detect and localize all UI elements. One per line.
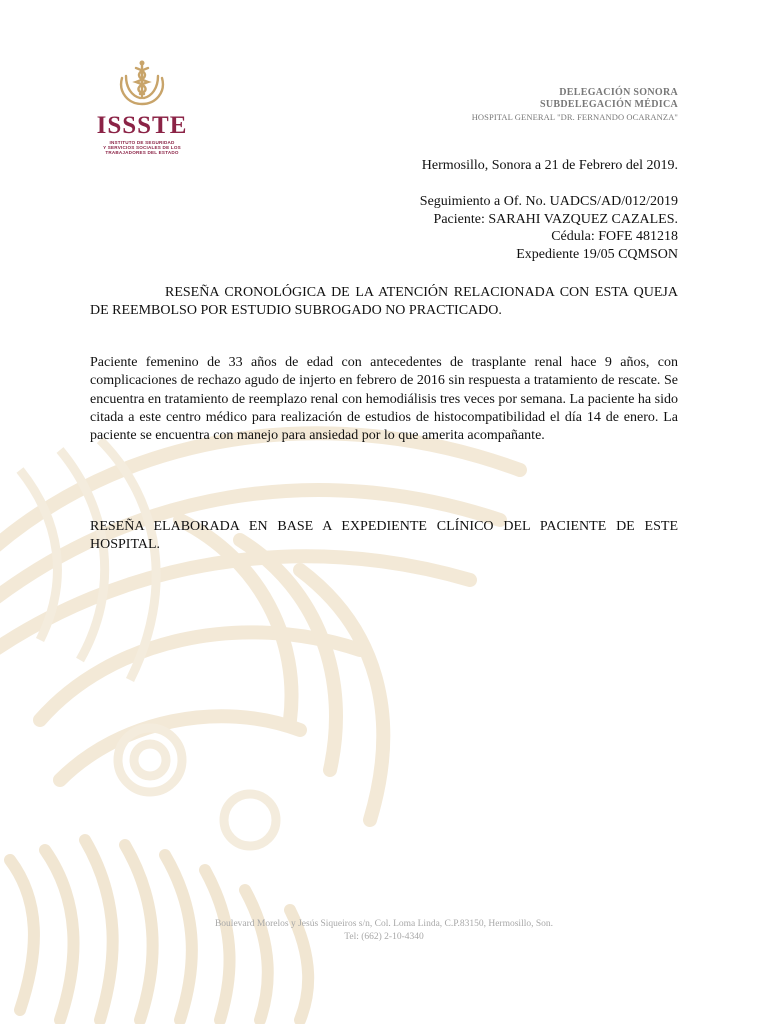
- caduceus-hands-icon: [114, 58, 170, 110]
- logo-subtitle-line-2: Y SERVICIOS SOCIALES DE LOS: [103, 145, 181, 151]
- hospital-name: HOSPITAL GENERAL "DR. FERNANDO OCARANZA": [471, 112, 678, 122]
- delegation-name: DELEGACIÓN SONORA: [559, 87, 678, 98]
- document-title: RESEÑA CRONOLÓGICA DE LA ATENCIÓN RELACIONADA CON ESTA QUEJA DE REEMBOLSO POR ESTUDIO SUBROGADO NO PRACTICADO.: [90, 285, 678, 318]
- footer-address: Boulevard Morelos y Jesús Siqueiros s/n, Col. Loma Linda, C.P.83150, Hermosillo, Son.: [214, 919, 554, 929]
- patient-cedula: Cédula: FOFE 481218: [551, 229, 678, 244]
- oficio-reference: Seguimiento a Of. No. UADCS/AD/012/2019: [419, 194, 678, 209]
- clinical-summary-paragraph: Paciente femenino de 33 años de edad con antecedentes de trasplante renal hace 9 años, con complicaciones de rechazo agudo de injerto en febrero de 2016 sin respuesta a tratamiento de rescate. Se encuentra en tratamiento de reemplazo renal con hemodiálisis tres veces por semana. La paciente ha sido citada a este centro médico para realización de estudios de histocompatibilidad el día 14 de enero. La paciente se encuentra con manejo para ansiedad por lo que amerita acompañante.: [90, 355, 678, 444]
- logo-wordmark: ISSSTE: [96, 112, 188, 139]
- footer-phone: Tel: (662) 2-10-4340: [344, 932, 424, 942]
- closing-statement: RESEÑA ELABORADA EN BASE A EXPEDIENTE CLÍNICO DEL PACIENTE DE ESTE HOSPITAL.: [90, 519, 678, 553]
- reference-block: [420, 193, 678, 263]
- patient-file-number: Expediente 19/05 CQMSON: [516, 246, 678, 262]
- page-footer: [0, 918, 768, 944]
- patient-name: Paciente: SARAHI VAZQUEZ CAZALES.: [433, 211, 678, 227]
- document-date: Hermosillo, Sonora a 21 de Febrero del 2019.: [421, 158, 678, 173]
- issste-logo: [92, 58, 192, 156]
- letterhead-info: [472, 87, 678, 123]
- subdelegation-name: SUBDELEGACIÓN MÉDICA: [540, 99, 678, 110]
- logo-subtitle-line-1: INSTITUTO DE SEGURIDAD: [109, 140, 175, 145]
- logo-subtitle-line-3: TRABAJADORES DEL ESTADO: [105, 150, 179, 156]
